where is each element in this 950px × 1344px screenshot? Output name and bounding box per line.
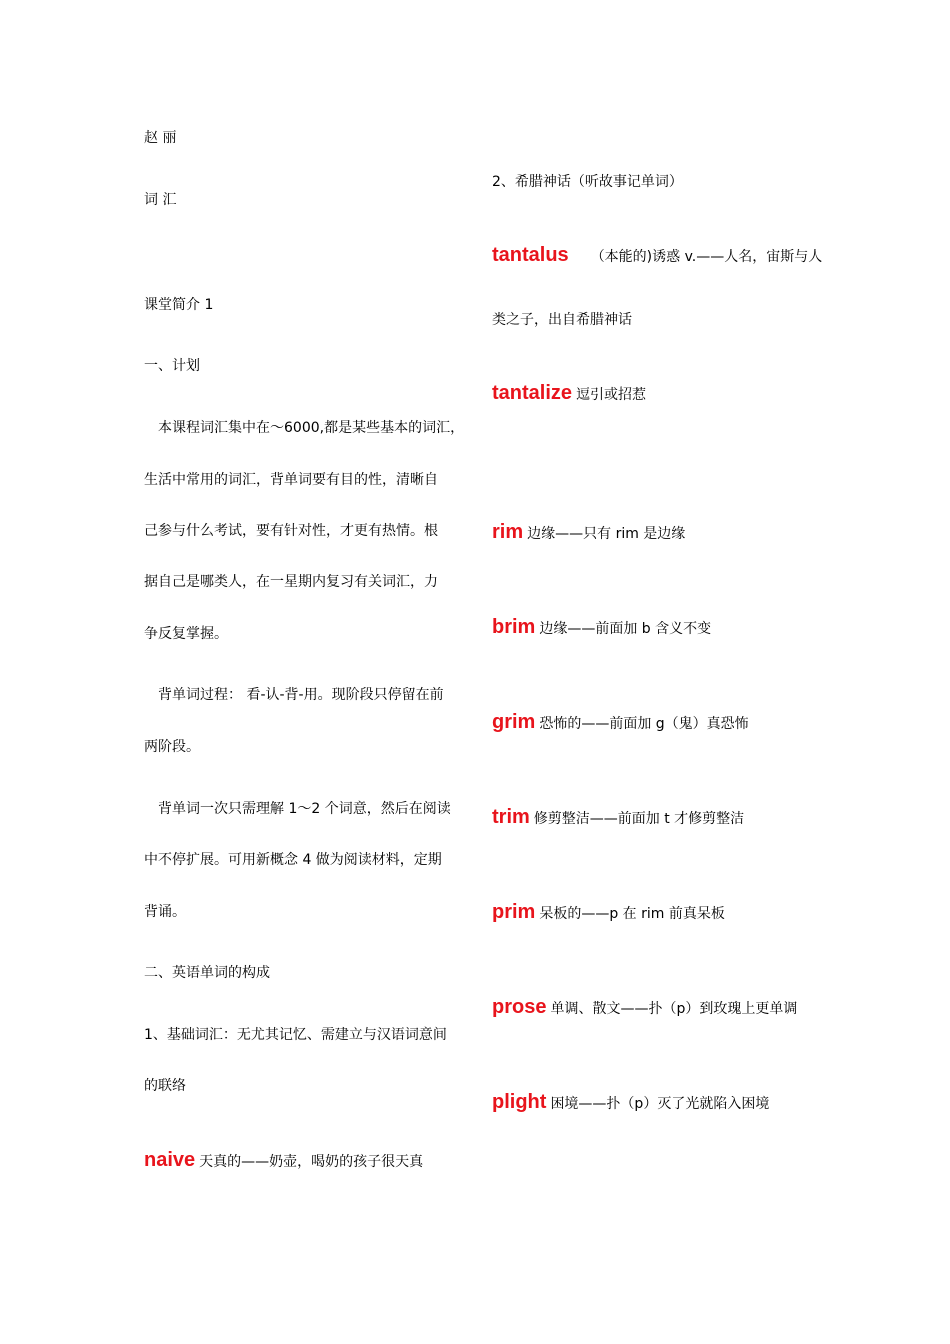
vocab-definition: 天真的——奶壶，喝奶的孩子很天真 (199, 1154, 424, 1170)
vocab-entry (492, 519, 685, 547)
vocab-definition: 困境——扑（p）灭了光就陷入困境 (550, 1096, 770, 1112)
vocab-word: rim (492, 521, 524, 543)
vocab-word: plight (492, 1091, 547, 1113)
vocab-entry (492, 1089, 769, 1117)
vocab-definition: 恐怖的——前面加 g（鬼）真恐怖 (539, 716, 749, 732)
vocab-definition: 呆板的——p 在 rim 前真呆板 (539, 906, 725, 922)
vocab-definition: 单调、散文——扑（p）到玫瑰上更单调 (550, 1001, 798, 1017)
vocab-entry (492, 380, 646, 408)
author-name: 赵 丽 (144, 130, 177, 146)
section-heading-structure: 二、英语单词的构成 (144, 965, 270, 981)
vocab-word: grim (492, 711, 536, 733)
vocab-definition: 边缘——只有 rim 是边缘 (527, 526, 686, 542)
vocab-word: trim (492, 806, 530, 828)
vocab-definition: 修剪整洁——前面加 t 才修剪整洁 (533, 811, 745, 827)
paragraph-line: 背诵。 (144, 904, 186, 920)
vocab-word: brim (492, 616, 536, 638)
topic-title: 词 汇 (144, 192, 177, 208)
vocab-entry (492, 709, 749, 737)
subsection-line: 1、基础词汇：无尤其记忆、需建立与汉语词意间 (144, 1027, 447, 1043)
vocab-definition: 逗引或招惹 (576, 387, 647, 403)
vocab-word: naive (144, 1149, 196, 1171)
paragraph-line: 己参与什么考试，要有针对性，才更有热情。根 (144, 523, 438, 539)
paragraph-line: 据自己是哪类人，在一星期内复习有关词汇，力 (144, 574, 438, 590)
paragraph-line: 争反复掌握。 (144, 626, 228, 642)
paragraph-line: 本课程词汇集中在～6000,都是某些基本的词汇， (158, 420, 465, 436)
paragraph-line: 中不停扩展。可用新概念 4 做为阅读材料，定期 (144, 852, 442, 868)
vocab-word: prim (492, 901, 536, 923)
paragraph-line: 两阶段。 (144, 739, 200, 755)
vocab-word: tantalus (492, 244, 569, 266)
paragraph-line: 生活中常用的词汇，背单词要有目的性，清晰自 (144, 472, 438, 488)
vocab-definition-continued: 类之子，出自希腊神话 (492, 312, 632, 328)
paragraph-line: 背单词一次只需理解 1～2 个词意，然后在阅读 (158, 801, 451, 817)
vocab-entry-naive (144, 1147, 423, 1175)
subsection-heading-greek-myth: 2、希腊神话（听故事记单词） (492, 174, 683, 190)
vocab-definition: 边缘——前面加 b 含义不变 (539, 621, 712, 637)
paragraph-line: 背单词过程： 看-认-背-用。现阶段只停留在前 (158, 687, 444, 703)
vocab-entry (492, 899, 725, 927)
lesson-title: 课堂简介 1 (144, 297, 214, 313)
section-heading-plan: 一、计划 (144, 358, 200, 374)
vocab-definition: （本能的)诱惑 v.——人名，宙斯与人 (590, 249, 823, 265)
vocab-word: prose (492, 996, 547, 1018)
subsection-line: 的联络 (144, 1078, 186, 1094)
vocab-entry-tantalus (492, 242, 822, 270)
vocab-word: tantalize (492, 382, 573, 404)
vocab-entry (492, 804, 744, 832)
vocab-entry (492, 614, 711, 642)
vocab-entry (492, 994, 797, 1022)
